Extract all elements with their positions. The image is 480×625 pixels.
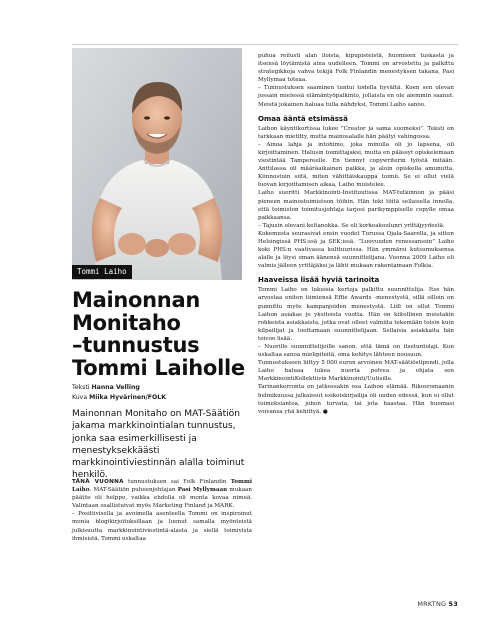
intro-paragraph: TÄNÄ VUONNA tunnustuksen sai Folk Finlandin Tommi Laiho. MAT-Säätiön puheenjohtajan Pasi Myllymaan mukaan päätös oli helppo, vaikka ehdolla oli monta kovaa nimeä. Valintaan osallistuivat myös Marketing Finland ja MARK.: [72, 479, 252, 510]
headline-line: Mainonnan: [72, 288, 200, 312]
headline: [72, 289, 252, 379]
end-mark: ●: [322, 408, 328, 415]
lead-paragraph: Mainonnan Monitaho on MAT-Säätiön jakama markkinointialan tunnustus, jonka saa esimerkillisesti ja menestyksekkäästi markkinointiviestinnän alalla toiminut henkilö.: [72, 409, 245, 481]
intro-text: [72, 478, 252, 543]
body-paragraph: Kokemusta seurasivat ensin vuodet Turussa Ojala-Saarella, ja sitten Helsingissä PHS:ssä ja SEK:issä. ”Luovuuden renessanssin” Laiho koki PHS:n vaativassa kulttuurissa. Hän ymmärsi kutsumuksensa alalle ja löysi oman äänensä suunnittelijana. Vuonna 2009 Laiho oli valmis jälleen yrittäjäksi ja lähti mukaan rakentamaan Folkia.: [258, 230, 454, 270]
right-column: [258, 52, 454, 416]
body-paragraph: Tommi Laiho on lukuisia kertoja palkittu suunnittelija. Itse hän arvostaa eniten tiimiensä Effie Awards -menestystä, sillä silloin on punnittu myös kampanjoiden menestystä. Lidl on ollut Tommi Laihon asiakas jo yksitoista vuotta. Hän on kiitollinen muistakin rohkeista asiakkaista, jotka ovat olleet valmiita tekemään toisin kuin kilpailijat ja luottamaan suunnittelijaan. Sellaisia asiakkaita hän toivoo lisää.: [258, 287, 454, 342]
photo-credit: Kuva Miika Hyvärinen/FOLK: [72, 393, 167, 401]
body-paragraph: – Ainoa lahja ja intohimo, joka minulla oli jo lapsena, oli kirjoittaminen. Halusin toimittajaksi, mutta en päässyt opiskelemaan viestintää Tampereelle. En tiennyt copywriterin työstä mitään. Anttilassa oli määräaikainen paikka, ja aloin opiskella amunutta. Kiinnostuin siitä, miten vähittäiskauppa toimii. Se ei ollut vielä luovan kirjoittamisen aikaa, Laiho muistelee.: [258, 141, 454, 189]
headline-line: –tunnustus: [72, 333, 200, 357]
top-rule: [72, 44, 458, 45]
page-number: 53: [448, 600, 458, 608]
body-paragraph: – Tajusin olevani keltanokka. Se oli korkeakoulunri yrittäjyydestä.: [258, 222, 445, 229]
page-footer: [417, 600, 458, 608]
subheading: Haaveissa lisää hyviä tarinoita: [258, 276, 380, 285]
text-credit: Teksti Hanna Velling: [72, 384, 140, 391]
body-paragraph: – Tunnustuksen saaminen tuntui todella hyvältä. Koen sen olevan jossain mielessä elämäntyöpalkinto, jollaista en ole aiemmin saanut. Meistä jokainen haluaa tulla nähdyksi, Tommi Laiho sanoo.: [258, 85, 454, 108]
intro-paragraph: – Positiivisella ja avoimella asenteella Tommi on inspiroinut monia blogikirjoituksillaan ja luonut samalla myönteistä julkisuutta markkinointiviestintä-alasta ja siellä toimivista ihmisistä. Tommi uskaltaa: [72, 511, 252, 542]
body-paragraph: – Nuorille suunnittelijoille sanon, että tämä on itsetuntolaji. Kun uskaltaa sanoa mielipiteitä, oma kehitys lähteen nousuun.: [258, 344, 454, 359]
headline-line: Tommi Laiholle: [72, 355, 245, 380]
portrait-illustration: [72, 48, 242, 280]
portrait-photo: [72, 48, 242, 280]
credits: [72, 383, 252, 402]
body-paragraph: Tunnustukseen liittyy 5 000 euron arvoinen MAT-säätiöstipendi, jolla Laiho haluaa tukea nuorta polvea ja ohjata sen MarkkinointiKollektiivin Markkinointi/Uutisille.: [258, 360, 454, 383]
body-paragraph: Tarinankerronta on jatkossakin osa Laihon elämää. Rikosromaanin helmikuussa julkaissut esikoiskirjailija oli uuden edessä, kun ei ollut toimeksiantoa, johon turvata, tai jota haastaa. Hän huomasi voivansa yhä kehittyä. ●: [258, 384, 454, 415]
subheading: Omaa ääntä etsimässä: [258, 114, 348, 123]
body-paragraph: Laihon käyntikortissa lukee ”Creator ja sama suomeksi”. Teksti on tarkkaan mietitty, mutta mainosalalle hän päätyi vahingossa.: [258, 125, 454, 140]
body-paragraph: puhua reilusti alan iloista, kipupisteistä, huomisen tuskasta ja itsensä löytämistä aina uudelleen. Tommi on arvostettu ja palkittu strategikkoja vahva tekijä Folk Finlandin menestyksen takana, Pasi Myllymaa toteaa.: [258, 53, 454, 84]
photo-caption: Tommi Laiho: [72, 265, 132, 279]
magazine-name: MRKTNG: [417, 600, 447, 608]
headline-line: Monitaho: [72, 310, 181, 335]
body-paragraph: Laiho suoritti Markkinointi-Instituutissa MAT-tutkinnon ja pääsi pieneen mainostoimistoon töihin. Hän teki töitä sellaisella innolla, että toimiston toimitusjohtaja tarjosi parikymppiselle copylle omaa paikkaansa.: [258, 190, 454, 221]
